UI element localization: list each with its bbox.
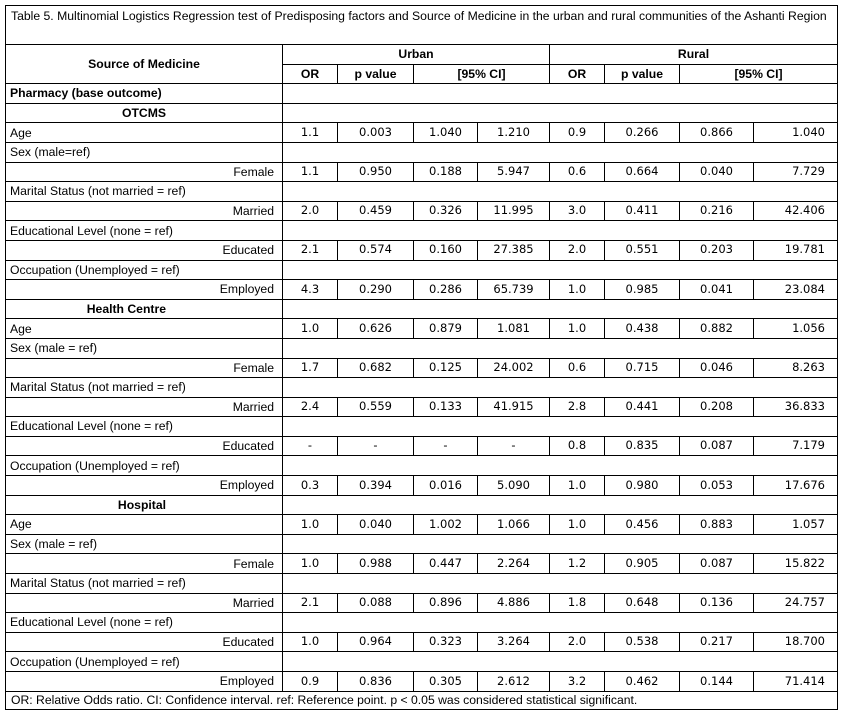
urban-or-cell: 2.1	[283, 593, 338, 613]
header-row-1	[6, 45, 838, 65]
empty-cell	[283, 652, 838, 672]
rural-p-cell: 0.835	[605, 436, 680, 456]
rural-ci-low-cell: 0.217	[680, 632, 754, 652]
caption-row	[6, 6, 838, 45]
urban-ci-high-cell: 65.739	[478, 280, 550, 300]
empty-cell	[283, 613, 838, 633]
urban-ci-low-cell: 0.286	[414, 280, 478, 300]
urban-ci-high-cell: 24.002	[478, 358, 550, 378]
employed-row	[6, 672, 838, 692]
married-row	[6, 201, 838, 221]
urban-ci-high-cell: 5.947	[478, 162, 550, 182]
empty-cell	[283, 103, 838, 123]
urban-or-cell: 0.9	[283, 672, 338, 692]
empty-cell	[283, 456, 838, 476]
rural-ci-high-cell: 1.057	[754, 515, 838, 535]
age-label: Age	[6, 319, 283, 339]
rural-p-cell: 0.411	[605, 201, 680, 221]
urban-p-cell: 0.950	[338, 162, 414, 182]
rural-ci-high-cell: 7.179	[754, 436, 838, 456]
sex-row	[6, 534, 838, 554]
age-row	[6, 515, 838, 535]
female-row	[6, 162, 838, 182]
educational-level-row	[6, 613, 838, 633]
rural-or-cell: 1.0	[550, 319, 605, 339]
urban-ci-low-cell: 1.002	[414, 515, 478, 535]
sex-row	[6, 338, 838, 358]
rural-ci-low-cell: 0.087	[680, 554, 754, 574]
rural-or-cell: 0.6	[550, 358, 605, 378]
urban-p-header: p value	[338, 64, 414, 84]
rural-or-cell: 1.0	[550, 476, 605, 496]
urban-p-cell: 0.836	[338, 672, 414, 692]
group-row	[6, 299, 838, 319]
urban-or-cell: 2.4	[283, 397, 338, 417]
empty-cell	[283, 84, 838, 104]
rural-or-header: OR	[550, 64, 605, 84]
empty-cell	[283, 534, 838, 554]
urban-ci-high-cell: 1.210	[478, 123, 550, 143]
group-name: OTCMS	[6, 103, 283, 123]
base-outcome-label: Pharmacy (base outcome)	[6, 84, 283, 104]
empty-cell	[283, 495, 838, 515]
educational-level-label: Educational Level (none = ref)	[6, 613, 283, 633]
educational-level-row	[6, 221, 838, 241]
employed-label: Employed	[6, 280, 283, 300]
marital-status-row	[6, 378, 838, 398]
rural-ci-high-cell: 7.729	[754, 162, 838, 182]
occupation-label: Occupation (Unemployed = ref)	[6, 456, 283, 476]
empty-cell	[283, 182, 838, 202]
married-label: Married	[6, 593, 283, 613]
sex-row	[6, 142, 838, 162]
urban-p-cell: 0.964	[338, 632, 414, 652]
rural-ci-high-cell: 19.781	[754, 240, 838, 260]
urban-or-header: OR	[283, 64, 338, 84]
table-caption: Table 5. Multinomial Logistics Regression test of Predisposing factors and Source of Medicine in the urban and rural communities of the Ashanti Region	[6, 6, 838, 45]
urban-ci-high-cell: 1.066	[478, 515, 550, 535]
urban-or-cell: 1.0	[283, 515, 338, 535]
marital-status-label: Marital Status (not married = ref)	[6, 182, 283, 202]
employed-label: Employed	[6, 476, 283, 496]
rural-or-cell: 3.2	[550, 672, 605, 692]
urban-ci-high-cell: 3.264	[478, 632, 550, 652]
rural-or-cell: 1.2	[550, 554, 605, 574]
rural-or-cell: 0.6	[550, 162, 605, 182]
rural-or-cell: 1.8	[550, 593, 605, 613]
urban-or-cell: 1.7	[283, 358, 338, 378]
urban-ci-low-cell: 0.896	[414, 593, 478, 613]
group-row	[6, 495, 838, 515]
urban-ci-high-cell: 1.081	[478, 319, 550, 339]
rural-p-cell: 0.438	[605, 319, 680, 339]
rural-ci-low-cell: 0.136	[680, 593, 754, 613]
urban-ci-low-cell: 0.188	[414, 162, 478, 182]
female-row	[6, 554, 838, 574]
base-outcome-row	[6, 84, 838, 104]
rural-ci-high-cell: 36.833	[754, 397, 838, 417]
rural-or-cell: 2.0	[550, 632, 605, 652]
rural-ci-low-cell: 0.883	[680, 515, 754, 535]
occupation-row	[6, 652, 838, 672]
rural-p-cell: 0.441	[605, 397, 680, 417]
married-label: Married	[6, 397, 283, 417]
urban-ci-low-cell: 0.125	[414, 358, 478, 378]
female-label: Female	[6, 162, 283, 182]
educational-level-row	[6, 417, 838, 437]
rural-ci-low-cell: 0.882	[680, 319, 754, 339]
educated-label: Educated	[6, 436, 283, 456]
age-label: Age	[6, 515, 283, 535]
rural-ci-high-cell: 24.757	[754, 593, 838, 613]
rural-ci-high-cell: 23.084	[754, 280, 838, 300]
sex-label: Sex (male=ref)	[6, 142, 283, 162]
urban-ci-low-cell: -	[414, 436, 478, 456]
empty-cell	[283, 142, 838, 162]
urban-ci-high-cell: -	[478, 436, 550, 456]
urban-ci-low-cell: 0.160	[414, 240, 478, 260]
urban-p-cell: 0.574	[338, 240, 414, 260]
marital-status-row	[6, 182, 838, 202]
rural-p-cell: 0.462	[605, 672, 680, 692]
rural-ci-low-cell: 0.053	[680, 476, 754, 496]
educated-row	[6, 436, 838, 456]
urban-ci-header: [95% CI]	[414, 64, 550, 84]
empty-cell	[283, 417, 838, 437]
marital-status-row	[6, 574, 838, 594]
rural-p-cell: 0.538	[605, 632, 680, 652]
rural-ci-low-cell: 0.040	[680, 162, 754, 182]
rural-or-cell: 2.0	[550, 240, 605, 260]
occupation-label: Occupation (Unemployed = ref)	[6, 260, 283, 280]
urban-ci-high-cell: 2.264	[478, 554, 550, 574]
rural-ci-high-cell: 18.700	[754, 632, 838, 652]
rural-ci-high-cell: 17.676	[754, 476, 838, 496]
urban-or-cell: 2.0	[283, 201, 338, 221]
urban-p-cell: -	[338, 436, 414, 456]
rural-ci-low-cell: 0.041	[680, 280, 754, 300]
rural-p-cell: 0.456	[605, 515, 680, 535]
urban-p-cell: 0.394	[338, 476, 414, 496]
rural-ci-low-cell: 0.046	[680, 358, 754, 378]
urban-ci-low-cell: 1.040	[414, 123, 478, 143]
marital-status-label: Marital Status (not married = ref)	[6, 378, 283, 398]
urban-ci-low-cell: 0.133	[414, 397, 478, 417]
urban-p-cell: 0.559	[338, 397, 414, 417]
rural-p-cell: 0.715	[605, 358, 680, 378]
rural-p-cell: 0.664	[605, 162, 680, 182]
urban-ci-high-cell: 27.385	[478, 240, 550, 260]
rural-ci-high-cell: 71.414	[754, 672, 838, 692]
empty-cell	[283, 221, 838, 241]
employed-row	[6, 476, 838, 496]
marital-status-label: Marital Status (not married = ref)	[6, 574, 283, 594]
empty-cell	[283, 574, 838, 594]
educational-level-label: Educational Level (none = ref)	[6, 221, 283, 241]
educated-row	[6, 632, 838, 652]
urban-p-cell: 0.626	[338, 319, 414, 339]
table-footnote: OR: Relative Odds ratio. CI: Confidence interval. ref: Reference point. p < 0.05 was considered statistical significant.	[6, 691, 838, 709]
group-name: Hospital	[6, 495, 283, 515]
urban-or-cell: 1.0	[283, 319, 338, 339]
urban-p-cell: 0.988	[338, 554, 414, 574]
urban-ci-high-cell: 4.886	[478, 593, 550, 613]
rural-p-cell: 0.980	[605, 476, 680, 496]
rural-ci-low-cell: 0.216	[680, 201, 754, 221]
age-row	[6, 123, 838, 143]
urban-ci-low-cell: 0.447	[414, 554, 478, 574]
age-row	[6, 319, 838, 339]
married-label: Married	[6, 201, 283, 221]
urban-ci-low-cell: 0.326	[414, 201, 478, 221]
rural-header: Rural	[550, 45, 838, 65]
rural-p-cell: 0.905	[605, 554, 680, 574]
empty-cell	[283, 378, 838, 398]
rural-or-cell: 3.0	[550, 201, 605, 221]
rural-or-cell: 2.8	[550, 397, 605, 417]
sex-label: Sex (male = ref)	[6, 534, 283, 554]
regression-table	[5, 5, 838, 710]
urban-p-cell: 0.003	[338, 123, 414, 143]
rural-ci-high-cell: 8.263	[754, 358, 838, 378]
educated-label: Educated	[6, 240, 283, 260]
occupation-label: Occupation (Unemployed = ref)	[6, 652, 283, 672]
footer-row	[6, 691, 838, 709]
rural-p-header: p value	[605, 64, 680, 84]
urban-ci-low-cell: 0.016	[414, 476, 478, 496]
rural-p-cell: 0.985	[605, 280, 680, 300]
urban-ci-low-cell: 0.879	[414, 319, 478, 339]
group-row	[6, 103, 838, 123]
urban-or-cell: 1.0	[283, 554, 338, 574]
group-name: Health Centre	[6, 299, 283, 319]
occupation-row	[6, 456, 838, 476]
married-row	[6, 593, 838, 613]
urban-p-cell: 0.459	[338, 201, 414, 221]
urban-p-cell: 0.088	[338, 593, 414, 613]
rural-ci-low-cell: 0.144	[680, 672, 754, 692]
rural-ci-high-cell: 15.822	[754, 554, 838, 574]
educated-label: Educated	[6, 632, 283, 652]
rural-p-cell: 0.266	[605, 123, 680, 143]
urban-or-cell: 1.0	[283, 632, 338, 652]
female-label: Female	[6, 554, 283, 574]
rural-ci-low-cell: 0.208	[680, 397, 754, 417]
age-label: Age	[6, 123, 283, 143]
educated-row	[6, 240, 838, 260]
rural-p-cell: 0.648	[605, 593, 680, 613]
rural-or-cell: 0.8	[550, 436, 605, 456]
female-label: Female	[6, 358, 283, 378]
urban-header: Urban	[283, 45, 550, 65]
urban-or-cell: -	[283, 436, 338, 456]
rural-or-cell: 1.0	[550, 280, 605, 300]
occupation-row	[6, 260, 838, 280]
urban-p-cell: 0.682	[338, 358, 414, 378]
married-row	[6, 397, 838, 417]
rural-or-cell: 0.9	[550, 123, 605, 143]
source-of-medicine-header: Source of Medicine	[6, 45, 283, 84]
urban-ci-low-cell: 0.305	[414, 672, 478, 692]
urban-ci-high-cell: 5.090	[478, 476, 550, 496]
empty-cell	[283, 299, 838, 319]
rural-ci-low-cell: 0.866	[680, 123, 754, 143]
rural-or-cell: 1.0	[550, 515, 605, 535]
educational-level-label: Educational Level (none = ref)	[6, 417, 283, 437]
sex-label: Sex (male = ref)	[6, 338, 283, 358]
rural-ci-low-cell: 0.087	[680, 436, 754, 456]
urban-or-cell: 2.1	[283, 240, 338, 260]
employed-row	[6, 280, 838, 300]
urban-p-cell: 0.290	[338, 280, 414, 300]
urban-ci-high-cell: 41.915	[478, 397, 550, 417]
urban-or-cell: 1.1	[283, 123, 338, 143]
urban-ci-high-cell: 11.995	[478, 201, 550, 221]
female-row	[6, 358, 838, 378]
urban-or-cell: 4.3	[283, 280, 338, 300]
rural-ci-low-cell: 0.203	[680, 240, 754, 260]
rural-ci-header: [95% CI]	[680, 64, 838, 84]
empty-cell	[283, 260, 838, 280]
rural-p-cell: 0.551	[605, 240, 680, 260]
urban-ci-low-cell: 0.323	[414, 632, 478, 652]
urban-ci-high-cell: 2.612	[478, 672, 550, 692]
urban-p-cell: 0.040	[338, 515, 414, 535]
urban-or-cell: 1.1	[283, 162, 338, 182]
employed-label: Employed	[6, 672, 283, 692]
urban-or-cell: 0.3	[283, 476, 338, 496]
empty-cell	[283, 338, 838, 358]
rural-ci-high-cell: 42.406	[754, 201, 838, 221]
rural-ci-high-cell: 1.040	[754, 123, 838, 143]
rural-ci-high-cell: 1.056	[754, 319, 838, 339]
